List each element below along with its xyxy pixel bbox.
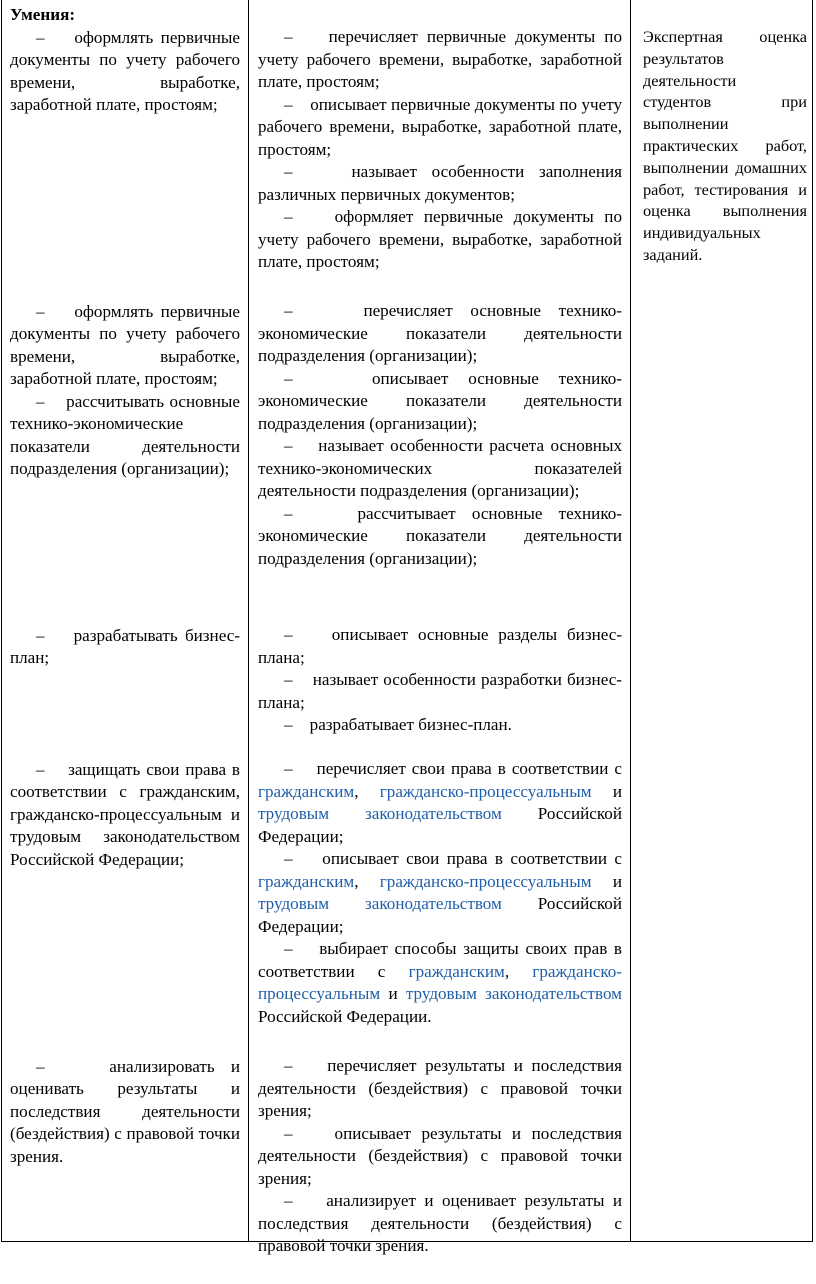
indicator-item: – анализирует и оценивает результаты и последствия деятельности (бездействия) с правовой точки зрения. (258, 1191, 622, 1255)
indicator-item: – перечисляет первичные документы по учету рабочего времени, выработке, заработной плате, простоям; (258, 27, 622, 91)
indicators-block-3 (258, 624, 622, 758)
indicator-item: – выбирает способы защиты своих прав в соответствии с гражданским, гражданско-процессуальным и трудовым законодательством Российской Федерации. (258, 939, 623, 1026)
skills-block-2 (10, 301, 240, 625)
skills-block-4 (10, 759, 240, 1056)
indicator-item: – называет особенности заполнения различных первичных документов; (258, 162, 623, 204)
indicator-item: – называет особенности расчета основных технико-экономических показателей деятельности подразделения (организации); (258, 436, 622, 500)
indicator-item: – описывает результаты и последствия деятельности (бездействия) с правовой точки зрения; (258, 1123, 623, 1188)
table-border-right (812, 0, 813, 1242)
indicator-item: – перечисляет результаты и последствия деятельности (бездействия) с правовой точки зрения; (258, 1056, 622, 1120)
indicator-item: – описывает основные технико-экономические показатели деятельности подразделения (организации); (258, 368, 622, 433)
indicators-block-5 (258, 1055, 622, 1258)
labor-law-link[interactable]: трудовым законодательством (258, 894, 502, 913)
skill-item: – рассчитывать основные технико-экономические показатели деятельности подразделения (организации); (10, 391, 241, 478)
indicator-item: – описывает первичные документы по учету рабочего времени, выработке, заработной плате, простоям; (258, 94, 622, 159)
indicator-item: – перечисляет свои права в соответствии с гражданским, гражданско-процессуальным и трудовым законодательством Российской Федерации; (258, 759, 622, 846)
civil-law-link[interactable]: гражданским (258, 871, 355, 891)
labor-law-link[interactable]: трудовым законодательством (405, 984, 622, 1003)
indicators-block-4 (258, 758, 622, 1055)
indicators-block-1 (258, 26, 622, 300)
indicators-column (258, 26, 622, 1258)
indicator-item: – оформляет первичные документы по учету рабочего времени, выработке, заработной плате, простоям; (258, 207, 622, 271)
table-border-left (1, 0, 2, 1242)
skills-block-3 (10, 625, 240, 759)
skill-item: – оформлять первичные документы по учету рабочего времени, выработке, заработной плате, простоям; (10, 27, 241, 114)
assessment-text: Экспертная оценка результатов деятельности студентов при выполнении практических работ, выполнении домашних работ, тестирования и оценка выполнения индивидуальных заданий. (643, 27, 807, 264)
assessment-column (643, 26, 807, 266)
skill-item: – анализировать и оценивать результаты и последствия деятельности (бездействия) с правовой точки зрения. (10, 1056, 240, 1166)
skill-item: – разрабатывать бизнес-план; (10, 625, 241, 667)
civil-law-link[interactable]: гражданским (408, 961, 505, 981)
labor-law-link[interactable]: трудовым законодательством (258, 804, 502, 823)
skill-item: – защищать свои права в соответствии с гражданским, гражданско-процессуальным и трудовым законодательством Российской Федерации; (10, 759, 240, 869)
skills-block-1 (10, 27, 240, 301)
table-border-col3 (630, 0, 631, 1242)
table-border-col2 (248, 0, 249, 1242)
indicator-item: – разрабатывает бизнес-план. (284, 715, 512, 734)
skills-block-5 (10, 1056, 240, 1169)
civil-law-link[interactable]: гражданским (258, 781, 355, 801)
skills-heading: Умения: (10, 5, 76, 24)
skills-column (10, 4, 240, 1168)
procedural-law-link[interactable]: гражданско-процессуальным (258, 961, 622, 1003)
indicators-block-2 (258, 300, 622, 624)
indicator-item: – называет особенности разработки бизнес-плана; (258, 670, 623, 712)
procedural-law-link[interactable]: гражданско-процессуальным (379, 871, 592, 891)
procedural-law-link[interactable]: гражданско-процессуальным (379, 781, 592, 801)
indicator-item: – перечисляет основные технико-экономические показатели деятельности подразделения (организации); (258, 301, 623, 365)
skill-item: – оформлять первичные документы по учету рабочего времени, выработке, заработной плате, простоям; (10, 301, 241, 388)
indicator-item: – рассчитывает основные технико-экономические показатели деятельности подразделения (организации); (258, 503, 622, 568)
indicator-item: – описывает основные разделы бизнес-плана; (258, 625, 623, 667)
indicator-item: – описывает свои права в соответствии с гражданским, гражданско-процессуальным и трудовым законодательством Российской Федерации; (258, 849, 623, 936)
